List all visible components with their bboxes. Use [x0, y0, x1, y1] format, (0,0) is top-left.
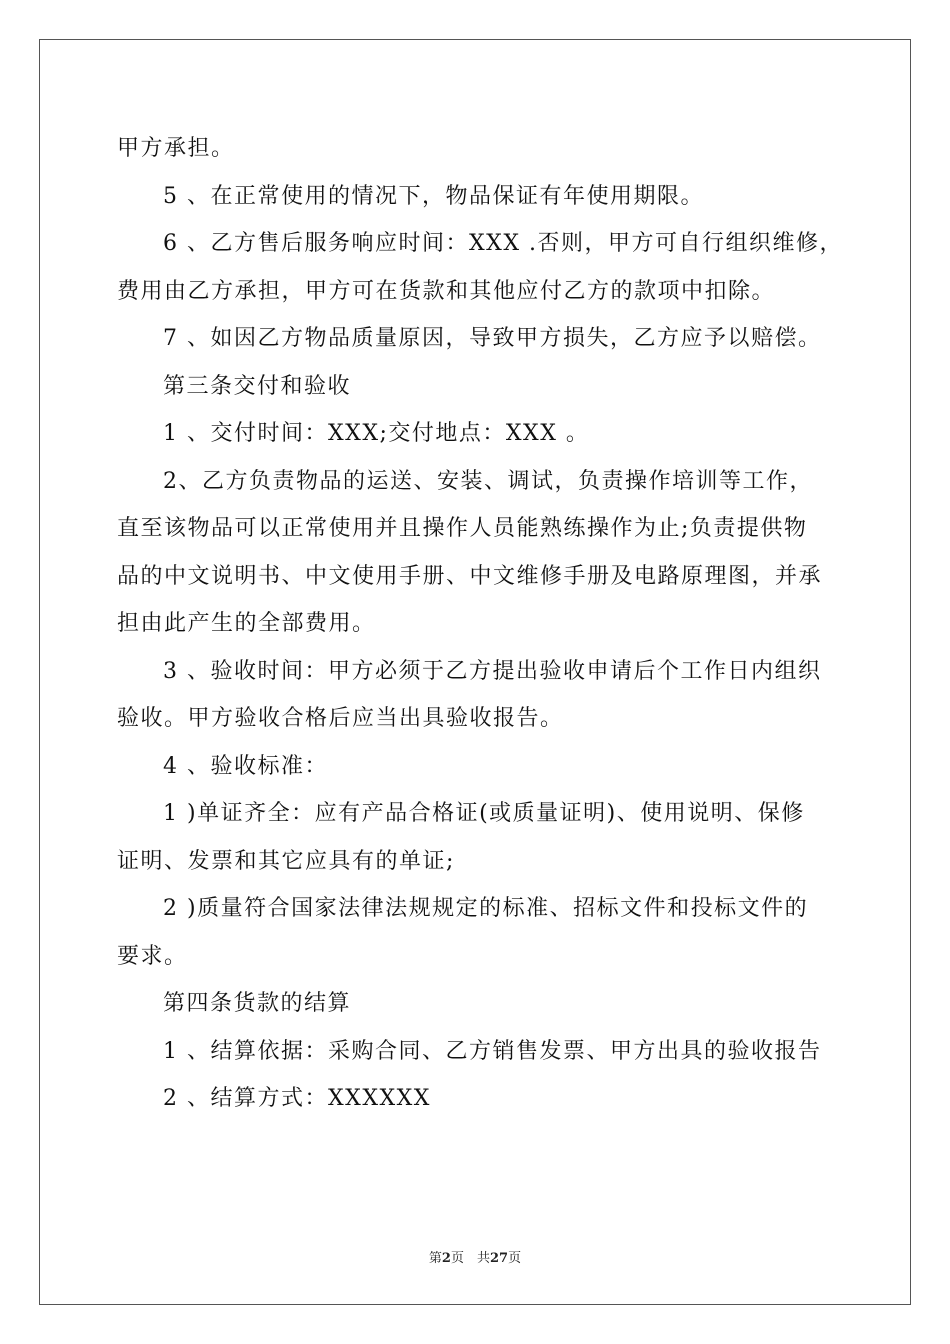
text-line: 4 、验收标准：	[163, 753, 328, 779]
text-line: 1 )单证齐全：应有产品合格证(或质量证明)、使用说明、保修	[163, 801, 805, 826]
text-line: 6 、乙方售后服务响应时间：XXX .否则，甲方可自行组织维修，	[163, 231, 843, 256]
text-line: 2、乙方负责物品的运送、安装、调试，负责操作培训等工作，	[163, 468, 813, 494]
text-line: 担由此产生的全部费用。	[117, 611, 376, 636]
text-line: 证明、发票和其它应具有的单证;	[117, 848, 455, 874]
text-line: 3 、验收时间：甲方必须于乙方提出验收申请后个工作日内组织	[163, 658, 822, 684]
footer-prefix: 第	[428, 1251, 442, 1266]
text-line: 1 、结算依据：采购合同、乙方销售发票、甲方出具的验收报告	[163, 1038, 822, 1064]
footer-mid: 页 共	[450, 1251, 490, 1266]
text-line: 2 )质量符合国家法律法规规定的标准、招标文件和投标文件的	[163, 896, 809, 921]
text-line: 甲方承担。	[117, 136, 235, 161]
footer-page-number: 2	[441, 1251, 451, 1266]
footer-total-pages: 27	[489, 1251, 509, 1266]
text-line: 品的中文说明书、中文使用手册、中文维修手册及电路原理图，并承	[117, 563, 823, 589]
text-line: 要求。	[117, 943, 188, 969]
text-line: 第三条交付和验收	[163, 373, 352, 399]
text-line: 1 、交付时间：XXX;交付地点：XXX 。	[163, 421, 590, 446]
text-line: 2 、结算方式：XXXXXX	[163, 1086, 431, 1111]
text-line: 第四条货款的结算	[163, 991, 352, 1016]
text-line: 7 、如因乙方物品质量原因，导致甲方损失，乙方应予以赔偿。	[163, 326, 822, 351]
footer-suffix: 页	[508, 1251, 522, 1266]
text-line: 5 、在正常使用的情况下，物品保证有年使用期限。	[163, 183, 704, 209]
text-line: 直至该物品可以正常使用并且操作人员能熟练操作为止;负责提供物	[117, 516, 808, 541]
document-body	[117, 125, 843, 1123]
page-footer	[0, 1247, 950, 1266]
text-line: 验收。甲方验收合格后应当出具验收报告。	[117, 706, 564, 731]
text-line: 费用由乙方承担，甲方可在货款和其他应付乙方的款项中扣除。	[117, 278, 776, 304]
